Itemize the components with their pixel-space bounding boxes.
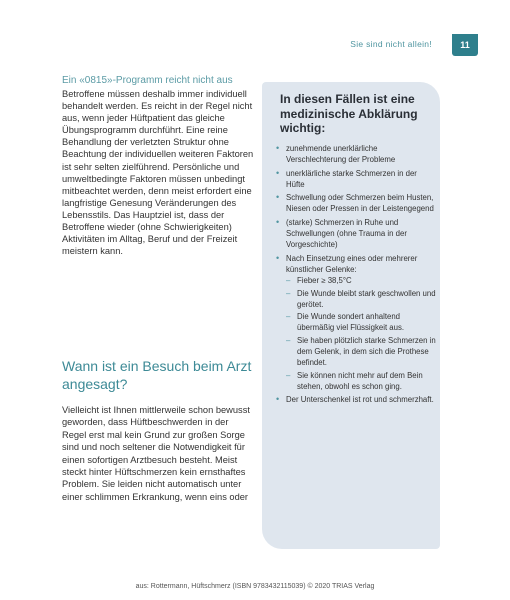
body-paragraph-1: Betroffene müssen deshalb immer individuell behandelt werden. Es reicht in der Regel nicht aus, wenn jeder Hüftpatient das gleiche Übungsprogramm durchführt. Eine reine Behandlung der verletzten Struktur ohne Beachtung der individuellen weiteren Faktoren ist sehr selten zielführend. Persönliche und umweltbedingte Faktoren müssen unbedingt mitbeachtet werden, denn meist erfordert eine langfristige Genesung Veränderungen des Lebensstils. Das Hauptziel ist, dass der Betroffene wieder (ohne Schwierigkeiten) Aktivitäten im Alltag, Beruf und der Freizeit meistern kann. [62,89,254,257]
bullet-icon: • [276,394,280,405]
body-paragraph-2: Vielleicht ist Ihnen mittlerweile schon bewusst geworden, dass Hüftbeschwerden in der Regel erst mal kein Grund zur großen Sorge sind und noch seltener die Notwendigkeit für einen sofortigen Arztbesuch besteht. Meist steckt hinter Hüftschmerzen kein ernsthaftes Problem. Sie leiden nicht automatisch unter einer schlimmen Erkrankung, wenn eins oder [62,405,250,502]
bullet-icon: • [276,216,280,227]
bullet-icon: • [276,143,280,153]
list-item: • Der Unterschenkel ist rot und schmerzhaft. [276,394,434,405]
list-item: • Nach Einsetzung eines oder mehrerer künstlicher Gelenke: – Fieber ≥ 38,5°C – Die Wunde bleibt stark geschwollen und gerötet. – Die Wunde sondert anhaltend übermäßig viel Flüssigkeit aus. – Sie haben plötzlich starke Schmerzen in dem Gelenk, in dem sich die Prothese befindet. – Sie können nicht mehr auf dem Bein stehen, obwohl es schon ging. [276,252,436,391]
bullet-icon: • [276,252,280,263]
running-head: Sie sind nicht allein! [350,39,432,49]
dash-icon: – [286,335,291,345]
bullet-icon: • [276,192,280,203]
sub-list-item: – Die Wunde bleibt stark geschwollen und gerötet. [286,288,436,309]
dash-icon: – [286,288,291,298]
list-item: • Schwellung oder Schmerzen beim Husten, Niesen oder Pressen in der Leistengegend [276,192,434,214]
sub-list-item: – Fieber ≥ 38,5°C [286,276,352,286]
sub-list-item: – Sie haben plötzlich starke Schmerzen in dem Gelenk, in dem sich die Prothese befindet. [286,335,436,368]
list-item: • (starke) Schmerzen in Ruhe und Schwellungen (ohne Trauma in der Vorgeschichte) [276,216,407,250]
dash-icon: – [286,370,291,380]
list-item: • unerklärliche starke Schmerzen in der Hüfte [276,167,417,189]
sub-list [286,275,437,392]
page-number-badge: 11 [452,34,478,56]
left-column-top [62,75,254,257]
info-box-list [275,143,437,408]
dash-icon: – [286,276,291,286]
section-subheading: Ein «0815»-Programm reicht nicht aus [62,75,233,86]
list-item: • zunehmende unerklärliche Verschlechterung der Probleme [276,143,396,165]
section-heading: Wann ist ein Besuch beim Arzt angesagt? [62,358,252,392]
info-box-title: In diesen Fällen ist eine medizinische Abklärung wichtig: [280,92,418,135]
left-column-bottom [62,404,254,503]
sub-list-item: – Die Wunde sondert anhaltend übermäßig viel Flüssigkeit aus. [286,312,405,333]
dash-icon: – [286,312,291,322]
bullet-icon: • [276,167,280,178]
footer-citation: aus: Rottermann, Hüftschmerz (ISBN 9783432115039) © 2020 TRIAS Verlag [135,583,375,590]
sub-list-item: – Sie können nicht mehr auf dem Bein stehen, obwohl es schon ging. [286,370,423,391]
